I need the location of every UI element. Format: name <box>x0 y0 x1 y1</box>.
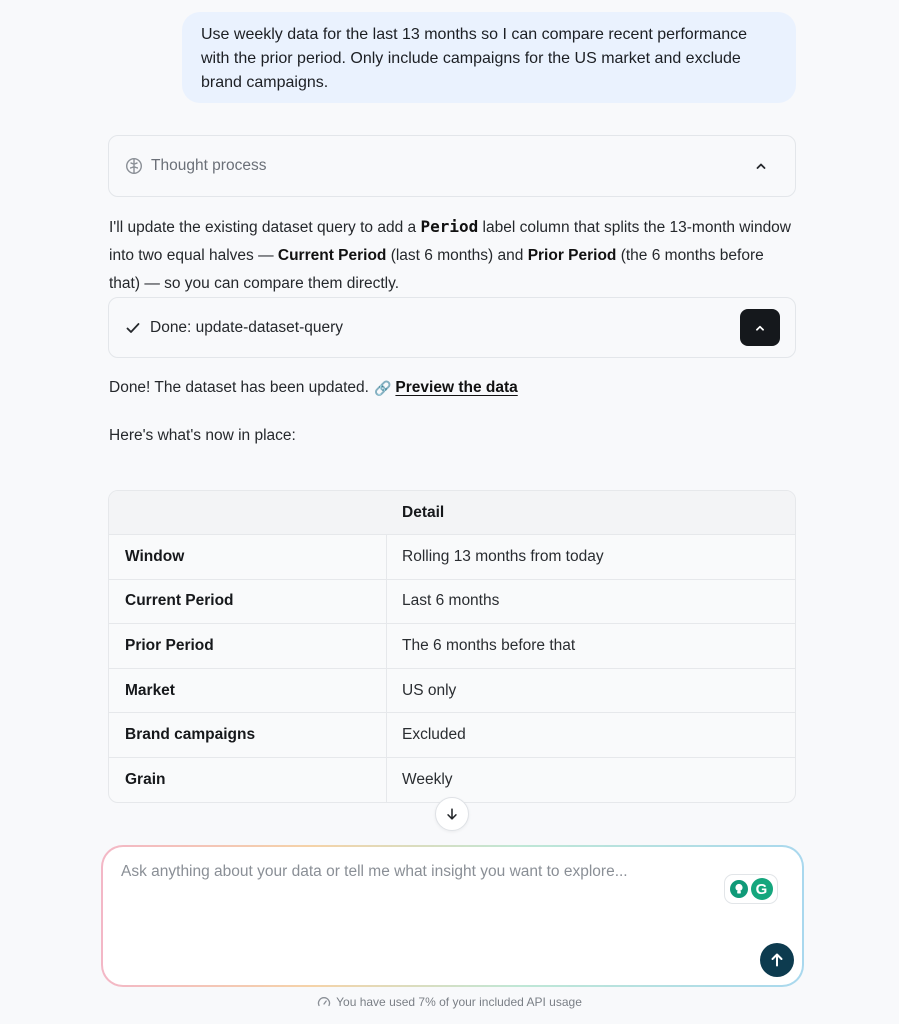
preview-data-link[interactable]: Preview the data <box>395 379 518 396</box>
row-value: Last 6 months <box>402 592 500 610</box>
row-value: US only <box>402 681 457 699</box>
text-run: label column that splits the 13-month window into two equal halves — <box>109 219 791 264</box>
table-row <box>109 712 795 757</box>
composer-inner <box>103 847 802 985</box>
assistant-paragraph <box>109 213 799 298</box>
writing-assistant-widget[interactable] <box>724 874 778 904</box>
tool-call-label: Done: update-dataset-query <box>150 318 344 336</box>
lightbulb-icon[interactable] <box>730 880 748 898</box>
tool-call-collapse-button[interactable] <box>740 309 780 346</box>
summary-table <box>108 490 796 803</box>
table-row <box>109 579 795 624</box>
tool-call-card <box>108 297 796 358</box>
link-icon: 🔗 <box>373 380 392 396</box>
heres-text: Here's what's now in place: <box>109 427 296 444</box>
row-value: Excluded <box>402 726 466 744</box>
scroll-to-bottom-button[interactable] <box>435 797 469 831</box>
row-value: Rolling 13 months from today <box>402 547 604 565</box>
user-message-text: Use weekly data for the last 13 months so I can compare recent performance with the prior period. Only include campaigns for the US market and exclude brand campaigns. <box>201 26 748 91</box>
arrow-up-icon <box>769 952 785 968</box>
table-header <box>109 491 795 534</box>
table-row <box>109 668 795 713</box>
row-label: Current Period <box>109 580 387 624</box>
header-cell-detail: Detail <box>402 503 445 521</box>
row-label: Market <box>109 669 387 713</box>
assistant-logo-icon[interactable]: G <box>751 878 773 900</box>
prior-period-bold: Prior Period <box>527 247 617 264</box>
text-run: (the 6 months before that) — so you can compare them directly. <box>109 247 764 292</box>
thought-process-label: Thought process <box>151 157 267 174</box>
row-label: Grain <box>109 758 387 802</box>
user-message-bubble <box>182 12 796 103</box>
chat-input[interactable] <box>121 863 711 893</box>
table-row <box>109 534 795 579</box>
row-value: Weekly <box>402 770 453 788</box>
usage-text: You have used 7% of your included API usage <box>336 995 582 1009</box>
chevron-up-icon[interactable] <box>753 158 769 174</box>
text-run: (last 6 months) and <box>386 247 528 264</box>
current-period-bold: Current Period <box>277 247 387 264</box>
text-run: I'll update the existing dataset query to add a <box>109 219 421 236</box>
done-text: Done! The dataset has been updated. <box>109 379 369 396</box>
row-label: Prior Period <box>109 624 387 668</box>
usage-footer <box>0 995 899 1009</box>
done-message <box>109 376 518 400</box>
composer <box>101 845 804 987</box>
table-row <box>109 623 795 668</box>
row-label: Window <box>109 535 387 579</box>
arrow-down-icon <box>445 807 459 821</box>
chevron-up-icon <box>753 321 767 335</box>
check-icon <box>125 320 141 336</box>
thought-process-toggle[interactable] <box>108 135 796 197</box>
gauge-icon <box>317 995 331 1009</box>
send-button[interactable] <box>760 943 794 977</box>
table-row <box>109 757 795 802</box>
brain-icon <box>125 157 143 175</box>
row-label: Brand campaigns <box>109 713 387 757</box>
row-value: The 6 months before that <box>402 636 576 654</box>
period-code: Period <box>420 217 479 236</box>
